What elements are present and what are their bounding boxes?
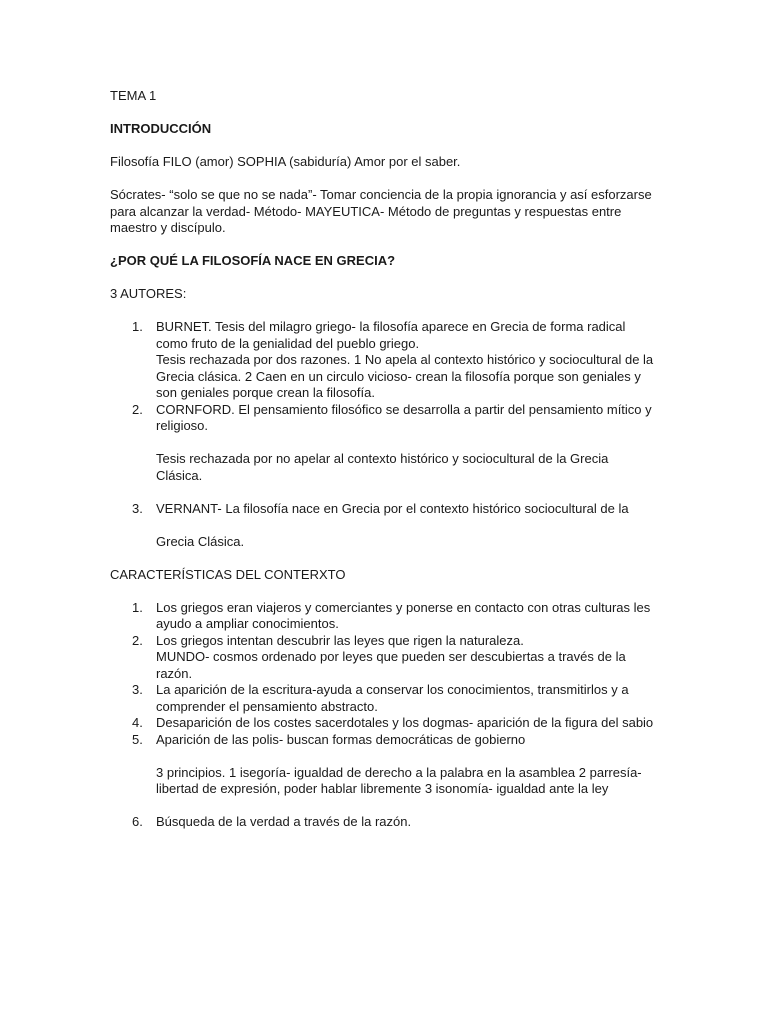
list-item [110,715,655,732]
list-item [110,600,655,633]
filosofia-paragraph: Filosofía FILO (amor) SOPHIA (sabiduría) Amor por el saber. [110,154,461,169]
list-number: 4. [132,715,143,730]
list-number: 2. [132,632,143,648]
list-number: 2. [132,401,143,417]
socrates-paragraph: Sócrates- “solo se que no se nada”- Tomar conciencia de la propia ignorancia y así esforzarse para alcanzar la verdad- Método- MAYEUTICA- Método de preguntas y respuestas entre maestro y discípulo. [110,187,652,235]
list-item-text: Los griegos intentan descubrir las leyes que rigen la naturaleza. [156,632,524,648]
list-number: 3. [132,682,143,697]
list-number: 1. [132,599,143,615]
caracteristicas-heading: CARACTERÍSTICAS DEL CONTERXTO [110,566,346,582]
autores-list [110,319,655,550]
list-number: 5. [132,731,143,747]
list-item [110,682,655,715]
list-item [110,319,655,402]
caracteristicas-list [110,600,655,831]
autores-heading: 3 AUTORES: [110,286,187,301]
list-item-extra: Tesis rechazada por dos razones. 1 No apela al contexto histórico y sociocultural de la Grecia clásica. 2 Caen en un circulo vicioso- crean la filosofía porque son geniales y son geniales porque crean la filosofía. [156,352,654,400]
list-item-extra: Tesis rechazada por no apelar al contexto histórico y sociocultural de la Grecia Clásica. [156,451,609,483]
list-item-extra: 3 principios. 1 isegoría- igualdad de derecho a la palabra en la asamblea 2 parresía- libertad de expresión, poder hablar libremente 3 isonomía- igualdad ante la ley [156,764,642,796]
list-item-extra: Grecia Clásica. [156,533,245,549]
list-item [110,633,655,683]
list-item-text: Desaparición de los costes sacerdotales y los dogmas- aparición de la figura del sabio [156,715,654,730]
list-item-text: Aparición de las polis- buscan formas democráticas de gobierno [156,731,526,747]
list-item-text: VERNANT- La filosofía nace en Grecia por el contexto histórico sociocultural de la [156,500,629,516]
document-body [110,88,655,831]
list-item-text: BURNET. Tesis del milagro griego- la filosofía aparece en Grecia de forma radical como fruto de la genialidad del pueblo griego. [156,319,626,351]
list-item-extra: MUNDO- cosmos ordenado por leyes que pueden ser descubiertas a través de la razón. [156,649,626,681]
list-number: 3. [132,500,143,516]
list-item [110,402,655,501]
list-number: 6. [132,814,143,829]
list-item-text: CORNFORD. El pensamiento filosófico se desarrolla a partir del pensamiento mítico y religioso. [156,401,652,433]
question-heading: ¿POR QUÉ LA FILOSOFÍA NACE EN GRECIA? [110,253,396,268]
list-item-text: Búsqueda de la verdad a través de la razón. [156,814,412,829]
list-item-text: La aparición de la escritura-ayuda a conservar los conocimientos, transmitirlos y a comprender el pensamiento abstracto. [156,682,629,714]
list-item [110,814,655,831]
tema-label: TEMA 1 [110,88,157,103]
list-item [110,501,655,551]
list-item [110,732,655,815]
list-item-text: Los griegos eran viajeros y comerciantes y ponerse en contacto con otras culturas les ayudo a ampliar conocimientos. [156,599,651,631]
list-number: 1. [132,319,143,334]
intro-heading: INTRODUCCIÓN [110,121,212,136]
